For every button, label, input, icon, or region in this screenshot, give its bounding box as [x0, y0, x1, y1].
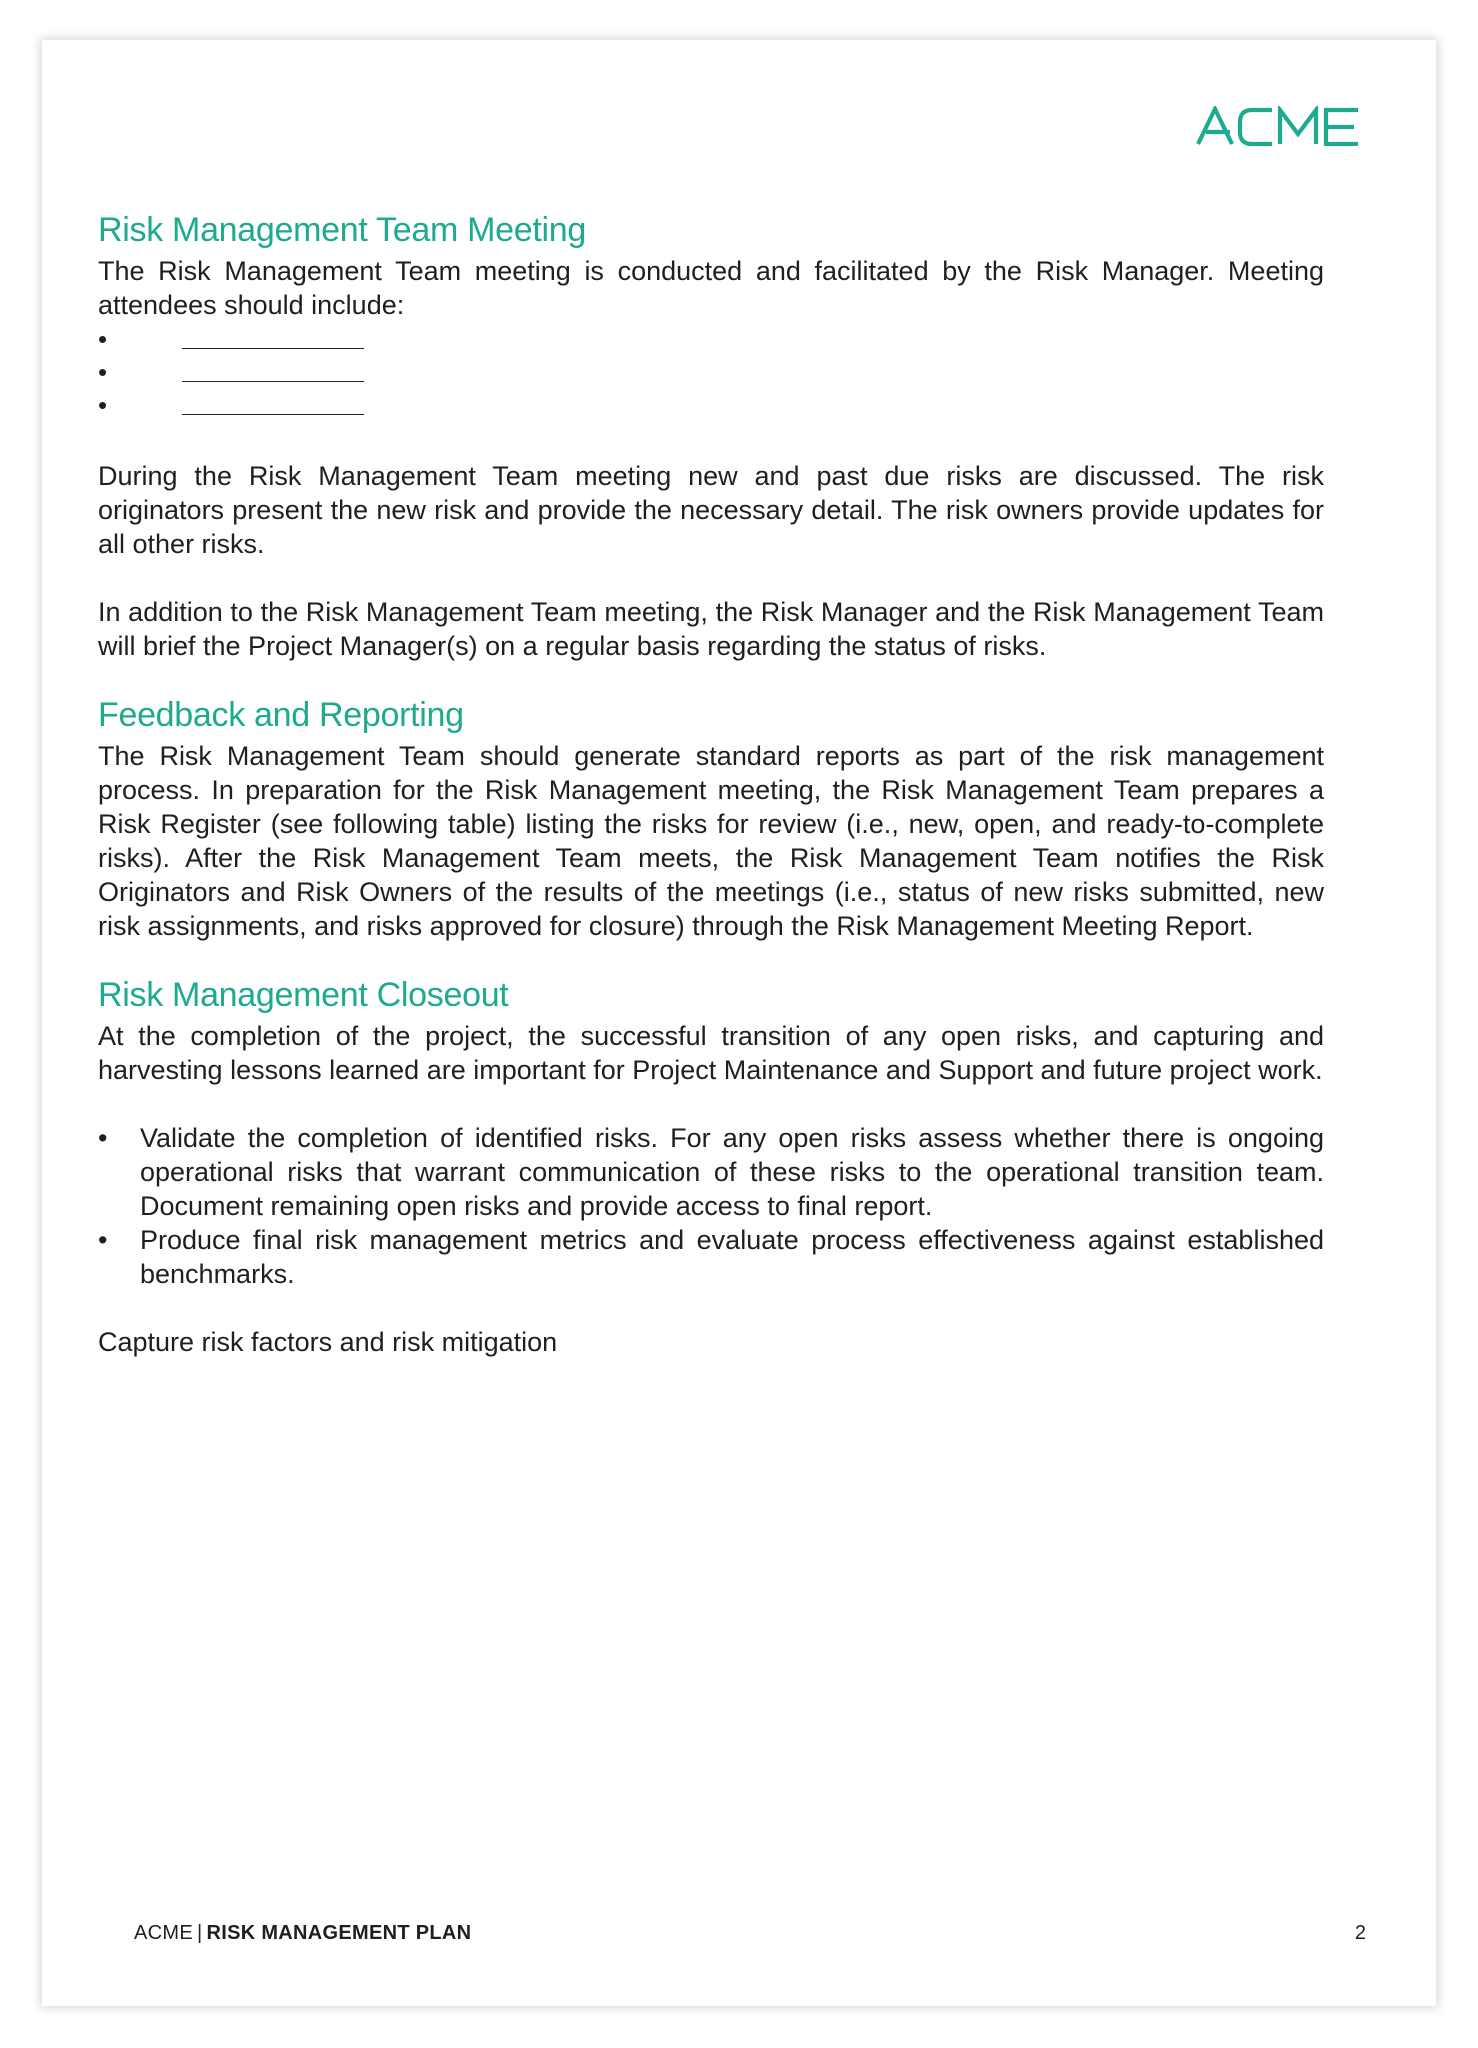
closeout-bullet-list — [98, 1121, 1324, 1291]
document-body — [98, 210, 1324, 1359]
attendees-list — [98, 326, 1324, 425]
page-number: 2 — [1354, 1922, 1366, 1944]
acme-logo — [1196, 106, 1374, 146]
team-meeting-intro: The Risk Management Team meeting is conducted and facilitated by the Risk Manager. Meeting attendees should include: — [98, 256, 1324, 320]
list-item-text: Produce final risk management metrics and evaluate process effectiveness against established benchmarks. — [140, 1225, 1324, 1289]
feedback-reporting-paragraph: The Risk Management Team should generate standard reports as part of the risk management process. In preparation for the Risk Management meeting, the Risk Management Team prepares a Risk Register (see following table) listing the risks for review (i.e., new, open, and ready-to-complete risks). After the Risk Management Team meets, the Risk Management Team notifies the Risk Originators and Risk Owners of the results of the meetings (i.e., status of new risks submitted, new risk assignments, and risks approved for closure) through the Risk Management Meeting Report. — [98, 741, 1324, 941]
bullet-marker: • — [98, 390, 108, 420]
attendee-item — [98, 359, 1324, 392]
list-item — [98, 1223, 1324, 1291]
bullet-marker: • — [98, 357, 108, 387]
section-heading-team-meeting: Risk Management Team Meeting — [98, 211, 586, 249]
footer-separator: | — [196, 1922, 203, 1944]
list-item — [98, 1121, 1324, 1223]
bullet-marker: • — [98, 1225, 108, 1255]
attendee-blank-line — [182, 381, 364, 382]
attendee-item — [98, 326, 1324, 359]
closeout-closing-line: Capture risk factors and risk mitigation — [98, 1327, 558, 1357]
section-heading-feedback-reporting: Feedback and Reporting — [98, 696, 464, 734]
document-page — [42, 40, 1436, 2006]
attendee-blank-line — [182, 414, 364, 415]
attendee-item — [98, 392, 1324, 425]
closeout-paragraph: At the completion of the project, the successful transition of any open risks, and capturing and harvesting lessons learned are important for Project Maintenance and Support and future project work. — [98, 1021, 1324, 1085]
attendee-blank-line — [182, 348, 364, 349]
bullet-marker: • — [98, 1123, 108, 1153]
footer-company: ACME — [134, 1922, 193, 1944]
bullet-marker: • — [98, 324, 108, 354]
team-meeting-paragraph: In addition to the Risk Management Team meeting, the Risk Manager and the Risk Management Team will brief the Project Manager(s) on a regular basis regarding the status of risks. — [98, 597, 1324, 661]
page-footer — [134, 1922, 471, 1945]
list-item-text: Validate the completion of identified risks. For any open risks assess whether there is ongoing operational risks that warrant communication of these risks to the operational transition team. Document remaining open risks and provide access to final report. — [140, 1123, 1324, 1221]
section-heading-closeout: Risk Management Closeout — [98, 976, 509, 1014]
footer-document-name: RISK MANAGEMENT PLAN — [206, 1922, 472, 1944]
team-meeting-paragraph: During the Risk Management Team meeting new and past due risks are discussed. The risk originators present the new risk and provide the necessary detail. The risk owners provide updates for all other risks. — [98, 461, 1324, 559]
